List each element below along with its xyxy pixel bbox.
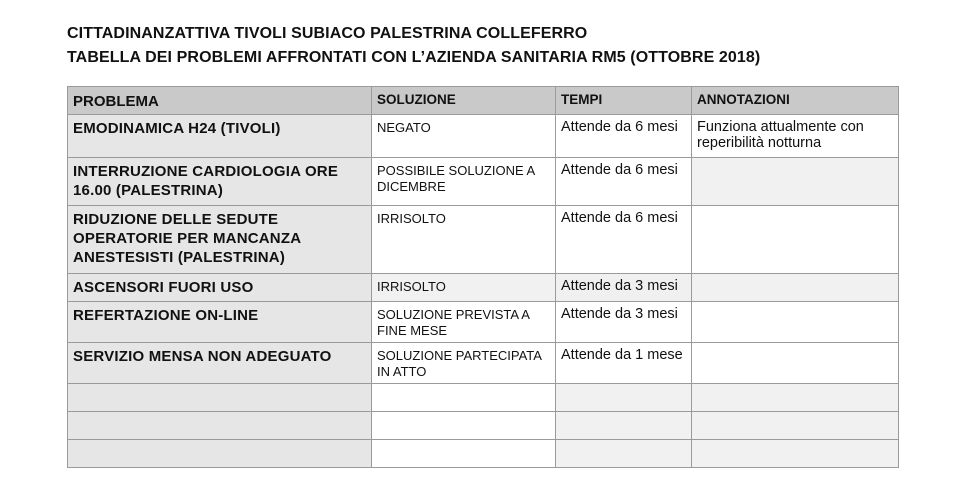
note-cell — [692, 440, 899, 468]
solution-cell: POSSIBILE SOLUZIONE A DICEMBRE — [372, 158, 556, 206]
solution-cell — [372, 440, 556, 468]
time-cell — [556, 384, 692, 412]
table-row — [68, 115, 899, 158]
time-cell — [556, 412, 692, 440]
table-row — [68, 343, 899, 384]
note-cell — [692, 158, 899, 206]
time-cell: Attende da 3 mesi — [556, 274, 692, 302]
time-cell — [556, 440, 692, 468]
title-line-2: TABELLA DEI PROBLEMI AFFRONTATI CON L’AZIENDA SANITARIA RM5 (OTTOBRE 2018) — [67, 49, 761, 66]
solution-cell: NEGATO — [372, 115, 556, 158]
solution-cell: IRRISOLTO — [372, 206, 556, 274]
column-header-annotazioni: ANNOTAZIONI — [692, 87, 899, 115]
column-header-problema: PROBLEMA — [68, 87, 372, 115]
problem-cell: ASCENSORI FUORI USO — [68, 274, 372, 302]
note-cell — [692, 206, 899, 274]
document-title — [67, 22, 760, 70]
column-header-soluzione: SOLUZIONE — [372, 87, 556, 115]
problem-cell: EMODINAMICA H24 (TIVOLI) — [68, 115, 372, 158]
problems-table — [67, 86, 899, 468]
solution-cell — [372, 412, 556, 440]
note-cell — [692, 384, 899, 412]
solution-cell — [372, 384, 556, 412]
time-cell: Attende da 6 mesi — [556, 115, 692, 158]
problem-cell — [68, 440, 372, 468]
table-row — [68, 274, 899, 302]
table-row-empty — [68, 412, 899, 440]
note-cell — [692, 274, 899, 302]
time-cell: Attende da 6 mesi — [556, 206, 692, 274]
table-row — [68, 206, 899, 274]
problem-cell — [68, 412, 372, 440]
time-cell: Attende da 1 mese — [556, 343, 692, 384]
time-cell: Attende da 3 mesi — [556, 302, 692, 343]
table-row-empty — [68, 440, 899, 468]
solution-cell: SOLUZIONE PREVISTA A FINE MESE — [372, 302, 556, 343]
table-header-row — [68, 87, 899, 115]
problem-cell: RIDUZIONE DELLE SEDUTE OPERATORIE PER MANCANZA ANESTESISTI (PALESTRINA) — [68, 206, 372, 274]
problem-cell: SERVIZIO MENSA NON ADEGUATO — [68, 343, 372, 384]
problem-cell: REFERTAZIONE ON-LINE — [68, 302, 372, 343]
table-row-empty — [68, 384, 899, 412]
note-cell — [692, 343, 899, 384]
table-row — [68, 302, 899, 343]
note-cell: Funziona attualmente con reperibilità notturna — [692, 115, 899, 158]
title-line-1: CITTADINANZATTIVA TIVOLI SUBIACO PALESTRINA COLLEFERRO — [67, 25, 588, 42]
problem-cell: INTERRUZIONE CARDIOLOGIA ORE 16.00 (PALESTRINA) — [68, 158, 372, 206]
problem-cell — [68, 384, 372, 412]
table-row — [68, 158, 899, 206]
note-cell — [692, 302, 899, 343]
column-header-tempi: TEMPI — [556, 87, 692, 115]
time-cell: Attende da 6 mesi — [556, 158, 692, 206]
note-cell — [692, 412, 899, 440]
solution-cell: SOLUZIONE PARTECIPATA IN ATTO — [372, 343, 556, 384]
solution-cell: IRRISOLTO — [372, 274, 556, 302]
